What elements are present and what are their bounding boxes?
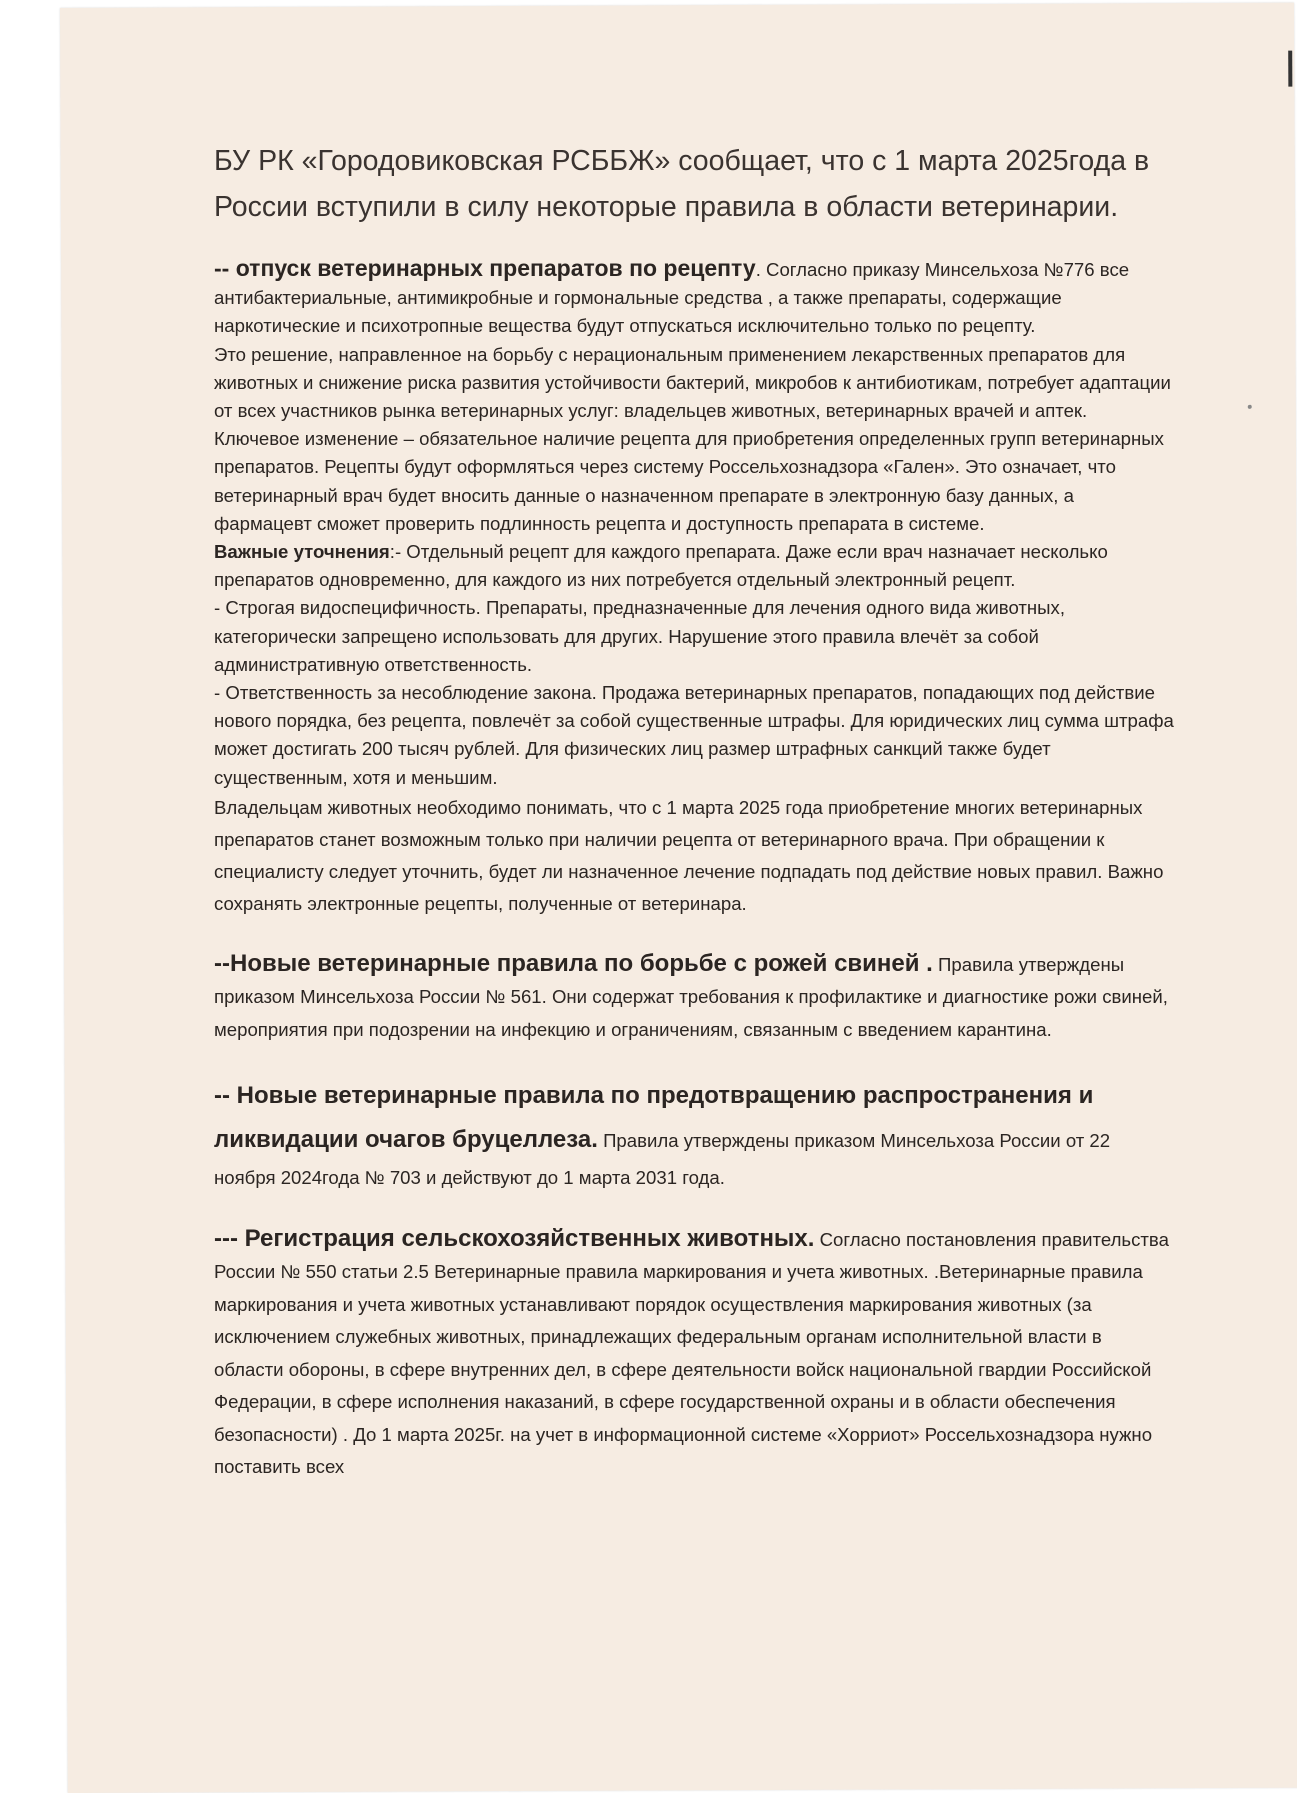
section-registration xyxy=(214,1223,1174,1484)
prescription-lead: . Согласно приказу Минсельхоза №776 все антибактериальные, антимикробные и гормональные средства , а также препараты, содержащие наркотические и психотропные вещества будут отпускаться исключительно только по рецепту. xyxy=(214,259,1130,337)
prescription-lead-paragraph xyxy=(214,254,1174,341)
registration-text: Согласно постановления правительства России № 550 статьи 2.5 Ветеринарные правила маркирования и учета животных. .Ветеринарные правила маркирования и учета животных устанавливают порядок осуществления маркирования животных (за исключением служебных животных, принадлежащих федеральным органам исполнительной власти в области обороны, в сфере внутренних дел, в сфере деятельности войск национальной гвардии Российской Федерации, в сфере исполнения наказаний, в сфере государственной охраны и в области обеспечения безопасности) . До 1 марта 2025г. на учет в информационной системе «Хорриот» Россельхознадзора нужно поставить всех xyxy=(214,1228,1169,1478)
section-prescription xyxy=(214,254,1174,920)
prescription-heading: -- отпуск ветеринарных препаратов по рецепту xyxy=(214,255,756,281)
erysipelas-paragraph xyxy=(214,948,1174,1047)
prescription-paragraph-4: - Ответственность за несоблюдение закона. Продажа ветеринарных препаратов, попадающих под действие нового порядка, без рецепта, повлечёт за собой существенные штрафы. Для юридических лиц сумма штрафа может достигать 200 тысяч рублей. Для физических лиц размер штрафных санкций также будет существенным, хотя и меньшим. xyxy=(214,682,1174,788)
scan-speck xyxy=(1248,405,1252,409)
intro-paragraph: БУ РК «Городовиковская РСББЖ» сообщает, что с 1 марта 2025года в России вступили в силу некоторые правила в области ветеринарии. xyxy=(214,145,1150,223)
document-body xyxy=(214,138,1174,1484)
registration-heading: --- Регистрация сельскохозяйственных животных. xyxy=(214,1224,815,1252)
scan-edge-mark xyxy=(1288,51,1292,87)
prescription-paragraph-1: Это решение, направленное на борьбу с нерациональным применением лекарственных препаратов для животных и снижение риска развития устойчивости бактерий, микробов к антибиотикам, потребует адаптации от всех участников рынка ветеринарных услуг: владельцев животных, ветеринарных врачей и аптек. xyxy=(214,343,1171,422)
erysipelas-heading: --Новые ветеринарные правила по борьбе с рожей свиней . xyxy=(214,949,933,977)
prescription-paragraph-3: - Строгая видоспецифичность. Препараты, предназначенные для лечения одного вида животных, категорически запрещено использовать для других. Нарушение этого правила влечёт за собой административную ответственность. xyxy=(214,597,1065,675)
erysipelas-text: Правила утверждены приказом Минсельхоза России № 561. Они содержат требования к профилактике и диагностике рожи свиней, мероприятия при подозрении на инфекцию и ограничениям, связанным с введением карантина. xyxy=(214,953,1168,1040)
important-text: :- Отдельный рецепт для каждого препарата. Даже если врач назначает несколько препаратов одновременно, для каждого из них потребуется отдельный электронный рецепт. xyxy=(214,541,1108,591)
brucellosis-paragraph xyxy=(214,1074,1174,1195)
prescription-paragraph-2: Ключевое изменение – обязательное наличие рецепта для приобретения определенных групп ветеринарных препаратов. Рецепты будут оформляться через систему Россельхознадзора «Гален». Это означает, что ветеринарный врач будет вносить данные о назначенном препарате в электронную базу данных, а фармацевт сможет проверить подлинность рецепта и доступность препарата в системе. xyxy=(214,428,1164,534)
registration-paragraph xyxy=(214,1223,1174,1484)
section-brucellosis xyxy=(214,1074,1174,1195)
section-erysipelas xyxy=(214,948,1174,1047)
important-label: Важные уточнения xyxy=(214,541,390,563)
prescription-important xyxy=(214,538,1174,594)
brucellosis-heading: -- Новые ветеринарные правила по предотвращению распространения и ликвидации очагов бруцеллеза. xyxy=(214,1082,1094,1154)
brucellosis-text: Правила утверждены приказом Минсельхоза России от 22 ноября 2024года № 703 и действуют до 1 марта 2031 года. xyxy=(214,1130,1111,1189)
prescription-paragraph-5: Владельцам животных необходимо понимать, что с 1 марта 2025 года приобретение многих ветеринарных препаратов станет возможным только при наличии рецепта от ветеринарного врача. При обращении к специалисту следует уточнить, будет ли назначенное лечение подпадать под действие новых правил. Важно сохранять электронные рецепты, полученные от ветеринара. xyxy=(214,796,1164,914)
